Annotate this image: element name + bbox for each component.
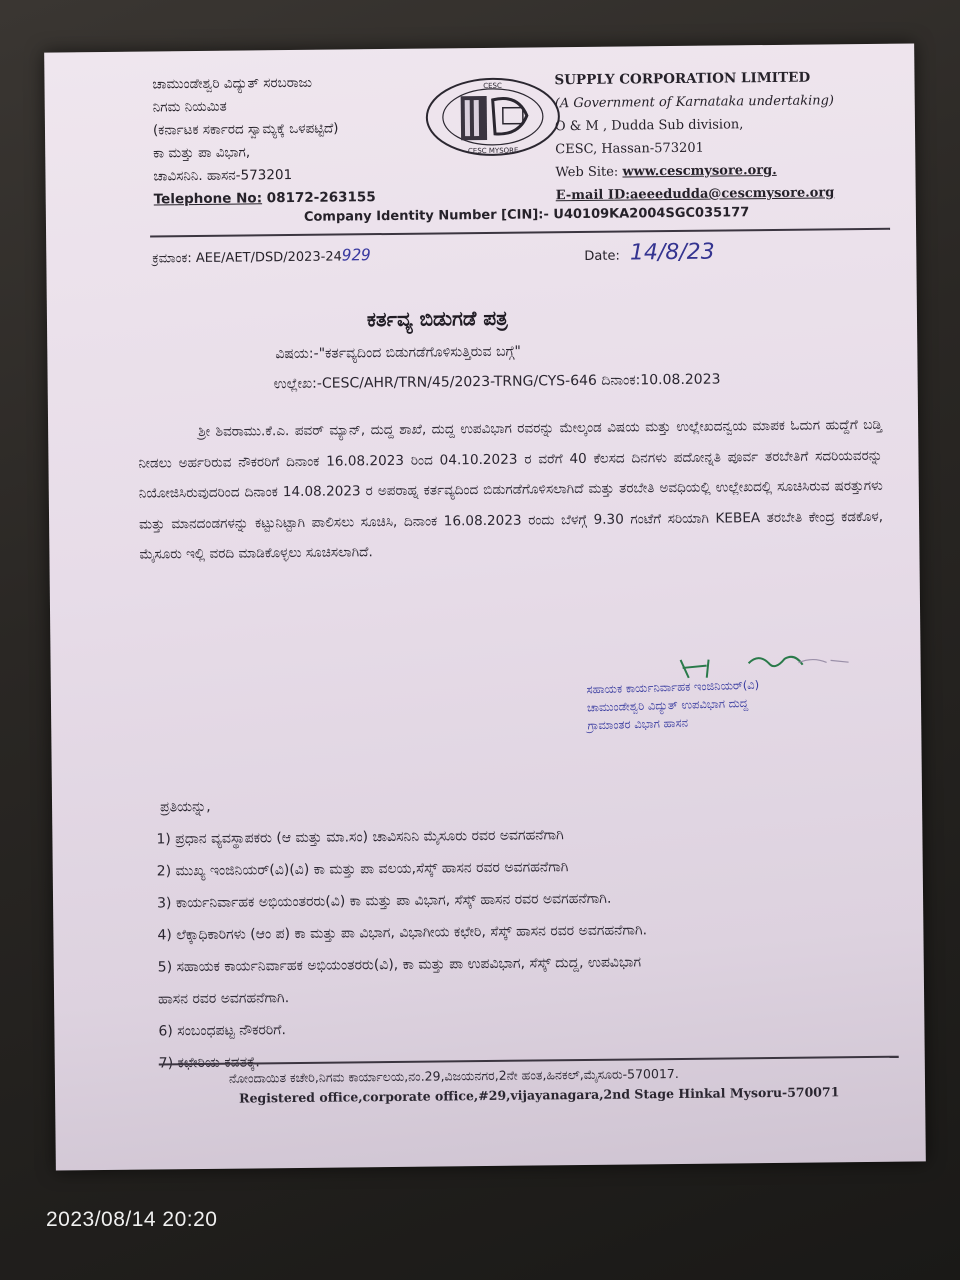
letter-reference-number — [152, 245, 371, 266]
footer-kannada: ನೋಂದಾಯಿತ ಕಚೇರಿ,ನಿಗಮ ಕಾರ್ಯಾಲಯ,ನಂ.29,ವಿಜಯನಗರ,2ನೇ ಹಂತ,ಹಿನಕಲ್,ಮೈಸೂರು-570017. — [228, 1065, 679, 1086]
copies-heading: ಪ್ರತಿಯನ್ನು, — [159, 798, 211, 816]
footer-english: Registered office,corporate office,#29,vijayanagara,2nd Stage Hinkal Mysoru-570071 — [239, 1084, 840, 1106]
date-label: Date: — [584, 248, 620, 264]
email — [556, 181, 835, 207]
header-left-kannada — [152, 71, 375, 211]
header-line: ಕಾ ಮತ್ತು ಪಾ ವಿಭಾಗ, — [153, 144, 251, 162]
ref-handwritten: 929 — [341, 245, 371, 265]
office-address: CESC, Hassan-573201 — [555, 140, 704, 158]
email-value: aeeedudda@cescmysore.org — [629, 185, 835, 203]
ref-printed: AEE/AET/DSD/2023-24 — [195, 249, 342, 267]
header-line: (ಕರ್ನಾಟಕ ಸರ್ಕಾರದ ಸ್ವಾಮ್ಯಕ್ಕೆ ಒಳಪಟ್ಟಿದೆ) — [152, 120, 339, 139]
seal-line: ಸಹಾಯಕ ಕಾರ್ಯನಿರ್ವಾಹಕ ಇಂಜಿನಿಯರ್(ವಿ) — [586, 677, 760, 697]
copy-item: 3) ಕಾರ್ಯನಿರ್ವಾಹಕ ಅಭಿಯಂತರರು(ವಿ) ಕಾ ಮತ್ತು ಪಾ ವಿಭಾಗ, ಸೆಸ್ಕ್ ಹಾಸನ ರವರ ಅವಗಹನೆಗಾಗಿ. — [157, 890, 612, 912]
logo-text-top: CESC — [483, 81, 502, 90]
date-handwritten: 14/8/23 — [629, 239, 715, 266]
header-line: ಚಾವಿಸನಿನಿ. ಹಾಸನ-573201 — [153, 166, 293, 185]
cesc-logo — [422, 75, 563, 158]
website-link: www.cescmysore.org. — [622, 162, 777, 180]
letter-body: ಶ್ರೀ ಶಿವರಾಮು.ಕೆ.ಎ. ಪವರ್ ಮ್ಯಾನ್, ದುದ್ದ ಶಾಖೆ, ದುದ್ದ ಉಪವಿಭಾಗ ರವರನ್ನು ಮೇಲ್ಕಂಡ ವಿಷಯ ಮತ್ತು ಉಲ್ಲೇಖದನ್ವಯ ಮಾಪಕ ಓದುಗ ಹುದ್ದೆಗೆ ಬಡ್ತಿ ನೀಡಲು ಅರ್ಹರಿರುವ ನೌಕರರಿಗೆ ದಿನಾಂಕ 16.08.2023 ರಿಂದ 04.10.2023 ರ ವರೆಗೆ 40 ಕೆಲಸದ ದಿನಗಳು ಪದೋನ್ನತಿ ಪೂರ್ವ ತರಬೇತಿಗೆ ಸದರಿಯವರನ್ನು ನಿಯೋಜಿಸಿರುವುದರಿಂದ ದಿನಾಂಕ 14.08.2023 ರ ಅಪರಾಹ್ನ ಕರ್ತವ್ಯದಿಂದ ಬಿಡುಗಡೆಗೊಳಿಸಲಾಗಿದೆ ಮತ್ತು ತರಬೇತಿ ಅವಧಿಯಲ್ಲಿ ಉಲ್ಲೇಖದಲ್ಲಿ ಸೂಚಿಸಿರುವ ಷರತ್ತುಗಳು ಮತ್ತು ಮಾನದಂಡಗಳನ್ನು ಕಟ್ಟುನಿಟ್ಟಾಗಿ ಪಾಲಿಸಲು ಸೂಚಿಸಿ, ದಿನಾಂಕ 16.08.2023 ರಂದು ಬೆಳಗ್ಗೆ 9.30 ಗಂಟೆಗೆ ಸರಿಯಾಗಿ KEBEA ತರಬೇತಿ ಕೇಂದ್ರ ಕಡಕೊಳ, ಮೈಸೂರು ಇಲ್ಲಿ ವರದಿ ಮಾಡಿಕೊಳ್ಳಲು ಸೂಚಿಸಲಾಗಿದೆ. — [138, 416, 884, 563]
copy-item: 4) ಲೆಕ್ಕಾಧಿಕಾರಿಗಳು (ಆಂ ಪ) ಕಾ ಮತ್ತು ಪಾ ವಿಭಾಗ, ವಿಭಾಗೀಯ ಕಛೇರಿ, ಸೆಸ್ಕ್ ಹಾಸನ ರವರ ಅವಗಹನೆಗಾಗಿ. — [157, 922, 648, 944]
website — [555, 158, 834, 184]
header-line: ನಿಗಮ ನಿಯಮಿತ — [152, 98, 227, 116]
letter-document — [44, 43, 926, 1170]
copy-item: 6) ಸಂಬಂಧಪಟ್ಟ ನೌಕರರಿಗೆ. — [158, 1022, 286, 1040]
ref-label: ಕ್ರಮಾಂಕ: — [152, 251, 192, 267]
header-divider — [150, 228, 890, 238]
letter-date — [584, 240, 715, 266]
signature-seal — [586, 676, 760, 735]
copy-item: ಹಾಸನ ರವರ ಅವಗಹನೆಗಾಗಿ. — [158, 990, 290, 1008]
website-label: Web Site: — [555, 164, 619, 181]
letter-reference: ಉಲ್ಲೇಖ:-CESC/AHR/TRN/45/2023-TRNG/CYS-646 ದಿನಾಂಕ:10.08.2023 — [273, 371, 721, 393]
logo-text-bottom: CESC MYSORE — [467, 146, 519, 156]
email-label: E-mail ID: — [555, 187, 631, 204]
telephone — [154, 186, 376, 211]
seal-line: ಗ್ರಾಮಾಂತರ ವಿಭಾಗ ಹಾಸನ — [587, 715, 689, 733]
header-right-english — [554, 66, 835, 207]
seal-line: ಚಾಮುಂಡೇಶ್ವರಿ ವಿದ್ಯುತ್ ಉಪವಿಭಾಗ ದುದ್ದ — [586, 695, 749, 715]
cin-number: Company Identity Number [CIN]:- U40109KA2004SGC035177 — [303, 205, 750, 225]
copy-item: 1) ಪ್ರಧಾನ ವ್ಯವಸ್ಥಾಪಕರು (ಆ ಮತ್ತು ಮಾ.ಸಂ) ಚಾವಿಸನಿನಿ ಮೈಸೂರು ರವರ ಅವಗಹನೆಗಾಗಿ — [156, 827, 564, 848]
gov-undertaking: (A Government of Karnataka undertaking) — [554, 93, 835, 112]
letter-title: ಕರ್ತವ್ಯ ಬಿಡುಗಡೆ ಪತ್ರ — [366, 305, 508, 332]
copies-list — [156, 786, 649, 1079]
c-mark-icon — [493, 98, 527, 134]
telephone-value: 08172-263155 — [266, 189, 376, 207]
footer — [159, 1056, 899, 1107]
copy-item: 2) ಮುಖ್ಯ ಇಂಜಿನಿಯರ್(ವಿ)(ವಿ) ಕಾ ಮತ್ತು ಪಾ ವಲಯ,ಸೆಸ್ಕ್ ಹಾಸನ ರವರ ಅವಗಹನೆಗಾಗಿ — [156, 859, 569, 880]
letter-subject: ವಿಷಯ:-"ಕರ್ತವ್ಯದಿಂದ ಬಿಡುಗಡೆಗೊಳಿಸುತ್ತಿರುವ ಬಗ್ಗೆ" — [275, 343, 521, 363]
header-line: ಚಾಮುಂಡೇಶ್ವರಿ ವಿದ್ಯುತ್ ಸರಬರಾಜು — [152, 74, 313, 93]
copy-item: 5) ಸಹಾಯಕ ಕಾರ್ಯನಿರ್ವಾಹಕ ಅಭಿಯಂತರರು(ವಿ), ಕಾ ಮತ್ತು ಪಾ ಉಪವಿಭಾಗ, ಸೆಸ್ಕ್ ದುದ್ದ, ಉಪವಿಭಾಗ — [157, 954, 642, 976]
photo-timestamp: 2023/08/14 20:20 — [46, 1208, 218, 1231]
office-name: O & M , Dudda Sub division, — [554, 117, 744, 135]
telephone-label: Telephone No: — [153, 190, 263, 208]
copy-item: 7) ಕಛೇರಿಯ ಕಡತಕ್ಕೆ. — [158, 1054, 260, 1072]
company-name: SUPPLY CORPORATION LIMITED — [554, 69, 811, 89]
